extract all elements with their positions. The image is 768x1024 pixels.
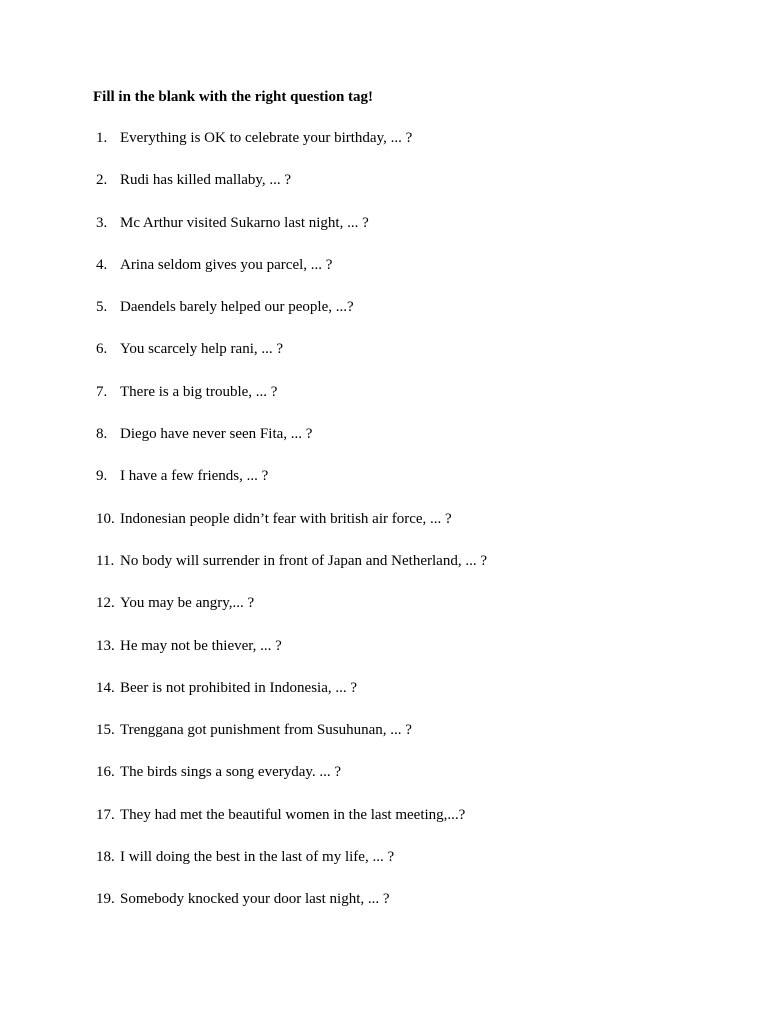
question-text: The birds sings a song everyday. ... ? bbox=[120, 764, 342, 781]
question-item bbox=[0, 594, 768, 636]
question-item bbox=[0, 340, 768, 382]
question-text: Mc Arthur visited Sukarno last night, ... ? bbox=[120, 214, 369, 231]
question-text: Diego have never seen Fita, ... ? bbox=[120, 426, 313, 443]
page-title: Fill in the blank with the right question tag! bbox=[93, 89, 374, 105]
question-item bbox=[0, 298, 768, 340]
question-number: 6. bbox=[96, 341, 108, 358]
question-item bbox=[0, 467, 768, 509]
question-item bbox=[0, 214, 768, 256]
question-item bbox=[0, 171, 768, 213]
question-text: You may be angry,... ? bbox=[120, 595, 255, 612]
question-text: Indonesian people didn’t fear with british air force, ... ? bbox=[120, 510, 452, 527]
question-text: Somebody knocked your door last night, ... ? bbox=[120, 891, 390, 908]
question-text: He may not be thiever, ... ? bbox=[120, 637, 282, 654]
question-item bbox=[0, 637, 768, 679]
question-text: They had met the beautiful women in the last meeting,...? bbox=[120, 806, 466, 823]
question-item bbox=[0, 510, 768, 552]
question-number: 9. bbox=[96, 468, 108, 485]
question-item bbox=[0, 129, 768, 171]
question-number: 14. bbox=[96, 679, 115, 696]
question-text: Beer is not prohibited in Indonesia, ... ? bbox=[120, 679, 358, 696]
question-number: 10. bbox=[96, 510, 115, 527]
question-text: Trenggana got punishment from Susuhunan, ... ? bbox=[120, 722, 412, 739]
question-number: 8. bbox=[96, 426, 108, 443]
question-number: 2. bbox=[96, 172, 108, 189]
question-text: I will doing the best in the last of my life, ... ? bbox=[120, 849, 395, 866]
question-text: Everything is OK to celebrate your birthday, ... ? bbox=[120, 130, 413, 146]
question-item bbox=[0, 383, 768, 425]
question-number: 7. bbox=[96, 383, 108, 400]
question-number: 16. bbox=[96, 764, 115, 781]
question-text: Rudi has killed mallaby, ... ? bbox=[120, 172, 292, 189]
question-text: I have a few friends, ... ? bbox=[120, 468, 269, 485]
question-text: You scarcely help rani, ... ? bbox=[120, 341, 284, 358]
question-text: Daendels barely helped our people, ...? bbox=[120, 299, 354, 316]
question-item bbox=[0, 256, 768, 298]
question-item bbox=[0, 552, 768, 594]
question-number: 18. bbox=[96, 849, 115, 866]
question-item bbox=[0, 806, 768, 848]
question-item bbox=[0, 425, 768, 467]
question-number: 17. bbox=[96, 806, 115, 823]
question-number: 3. bbox=[96, 214, 108, 231]
question-number: 19. bbox=[96, 891, 115, 908]
question-item bbox=[0, 679, 768, 721]
question-number: 12. bbox=[96, 595, 115, 612]
question-text: There is a big trouble, ... ? bbox=[120, 383, 278, 400]
question-number: 4. bbox=[96, 256, 108, 273]
question-number: 13. bbox=[96, 637, 115, 654]
question-item bbox=[0, 890, 768, 932]
question-item bbox=[0, 848, 768, 890]
question-list bbox=[0, 129, 768, 933]
question-number: 1. bbox=[96, 130, 108, 146]
question-number: 11. bbox=[96, 552, 115, 569]
question-text: Arina seldom gives you parcel, ... ? bbox=[120, 256, 333, 273]
question-item bbox=[0, 721, 768, 763]
question-item bbox=[0, 763, 768, 805]
question-number: 5. bbox=[96, 299, 108, 316]
question-text: No body will surrender in front of Japan and Netherland, ... ? bbox=[120, 552, 487, 569]
question-number: 15. bbox=[96, 722, 115, 739]
